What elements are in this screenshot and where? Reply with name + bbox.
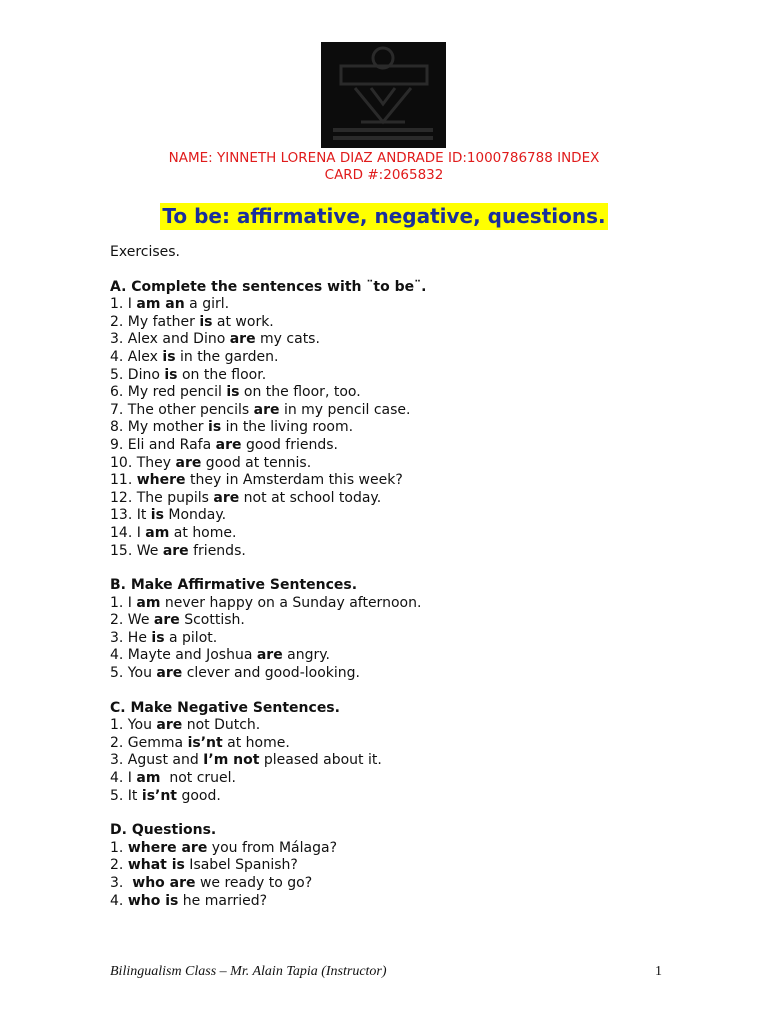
exercise-item <box>110 543 710 561</box>
student-info <box>100 150 668 184</box>
exercise-item <box>110 490 710 508</box>
item-answer: where <box>136 472 186 489</box>
exercise-item <box>110 875 710 893</box>
exercise-item <box>110 349 710 367</box>
exercise-item <box>110 893 710 911</box>
exercise-item <box>110 665 710 683</box>
footer-class-info: Bilingualism Class – Mr. Alain Tapia (Instructor) <box>110 964 387 979</box>
exercise-item <box>110 788 710 806</box>
item-text: 15. We <box>110 542 163 559</box>
item-answer: am an <box>136 296 185 313</box>
item-answer: is <box>150 507 164 524</box>
item-text: not at school today. <box>239 489 382 506</box>
item-text: 3. <box>110 875 133 891</box>
item-text: 4. I <box>110 770 137 787</box>
spacer <box>110 262 710 279</box>
student-info-line-2: CARD #:2065832 <box>324 167 444 183</box>
exercise-item <box>110 857 710 875</box>
item-answer: what is <box>127 857 185 874</box>
item-text: they in Amsterdam this week? <box>185 472 403 489</box>
item-answer: are <box>175 454 202 471</box>
item-answer: are <box>156 717 183 734</box>
document-title-wrap <box>0 203 768 230</box>
item-text: 13. It <box>110 507 151 524</box>
item-answer: are <box>156 665 183 682</box>
exercise-item <box>110 384 710 402</box>
item-text: in the living room. <box>221 419 354 436</box>
exercise-item <box>110 437 710 455</box>
student-info-line-1: NAME: YINNETH LORENA DIAZ ANDRADE ID:1000786788 INDEX <box>168 150 600 166</box>
item-text: on the floor, too. <box>239 384 361 401</box>
item-text: clever and good-looking. <box>182 665 360 682</box>
item-text: 2. My father <box>110 313 200 330</box>
item-answer: am <box>145 524 170 541</box>
exercise-content <box>110 244 710 910</box>
item-text: 5. You <box>110 665 157 682</box>
document-title: To be: affirmative, negative, questions. <box>162 204 606 228</box>
exercise-item <box>110 630 710 648</box>
item-answer: is <box>151 629 165 646</box>
item-text: my cats. <box>255 331 320 348</box>
item-text: 5. Dino <box>110 366 165 383</box>
item-text: a girl. <box>184 296 230 313</box>
item-answer: is <box>162 348 176 365</box>
item-text: 7. The other pencils <box>110 401 254 418</box>
item-answer: are <box>213 489 240 506</box>
item-text: Isabel Spanish? <box>184 857 298 874</box>
item-answer: who are <box>132 875 196 891</box>
item-text: 1. I <box>110 594 137 611</box>
item-answer: are <box>153 612 180 629</box>
item-text: a pilot. <box>164 629 218 646</box>
exercise-item <box>110 419 710 437</box>
exercise-item <box>110 752 710 770</box>
item-text: 5. It <box>110 787 142 804</box>
item-text: 3. Alex and Dino <box>110 331 230 348</box>
exercise-item <box>110 402 710 420</box>
item-text: in my pencil case. <box>279 401 411 418</box>
item-text: 2. <box>110 857 128 874</box>
item-text: 9. Eli and Rafa <box>110 436 216 453</box>
item-text: 4. Mayte and Joshua <box>110 647 257 664</box>
item-answer: are <box>215 436 242 453</box>
item-text: 4. Alex <box>110 348 163 365</box>
exercise-item <box>110 296 710 314</box>
item-text: friends. <box>188 542 246 559</box>
item-text: he married? <box>178 892 268 909</box>
item-text: we ready to go? <box>195 875 313 891</box>
exercise-item <box>110 595 710 613</box>
item-text: pleased about it. <box>259 752 382 769</box>
item-text: 3. He <box>110 629 152 646</box>
section-d-heading: D. Questions. <box>110 822 217 839</box>
item-answer: where are <box>127 839 208 856</box>
item-text: 12. The pupils <box>110 489 214 506</box>
exercise-item <box>110 840 710 858</box>
exercises-heading: Exercises. <box>110 244 180 260</box>
item-text: in the garden. <box>175 348 279 365</box>
spacer <box>110 683 710 700</box>
item-answer: who is <box>127 892 179 909</box>
item-answer: is <box>226 384 240 401</box>
item-text: 10. They <box>110 454 176 471</box>
item-answer: are <box>229 331 256 348</box>
item-text: 2. We <box>110 612 154 629</box>
exercise-item <box>110 717 710 735</box>
item-text: not Dutch. <box>182 717 261 734</box>
item-answer: is’nt <box>141 787 177 804</box>
item-text: 1. You <box>110 717 157 734</box>
exercise-item <box>110 455 710 473</box>
spacer <box>110 560 710 577</box>
exercise-item <box>110 314 710 332</box>
exercise-item <box>110 525 710 543</box>
item-text: at work. <box>212 313 274 330</box>
item-text: Monday. <box>163 507 227 524</box>
exercise-item <box>110 331 710 349</box>
item-text: 4. <box>110 892 128 909</box>
exercise-item <box>110 735 710 753</box>
item-answer: is <box>208 419 222 436</box>
section-a-heading: A. Complete the sentences with ¨to be¨. <box>110 278 427 295</box>
item-text: 14. I <box>110 524 146 541</box>
item-text: 1. I <box>110 296 137 313</box>
item-text: at home. <box>222 734 290 751</box>
item-text: not cruel. <box>160 770 236 787</box>
item-answer: am <box>136 770 161 787</box>
item-text: 2. Gemma <box>110 734 188 751</box>
spacer <box>110 805 710 822</box>
sena-logo <box>321 42 446 148</box>
item-text: on the floor. <box>177 366 267 383</box>
item-answer: are <box>162 542 189 559</box>
item-text: 3. Agust and <box>110 752 204 769</box>
item-text: angry. <box>282 647 331 664</box>
exercise-item <box>110 647 710 665</box>
item-text: good. <box>177 787 221 804</box>
item-answer: is’nt <box>187 734 223 751</box>
section-c-heading: C. Make Negative Sentences. <box>110 699 340 716</box>
item-answer: is <box>199 313 213 330</box>
page-footer <box>110 964 662 980</box>
item-text: 1. <box>110 839 128 856</box>
exercise-item <box>110 507 710 525</box>
item-text: you from Málaga? <box>207 839 338 856</box>
exercise-item <box>110 367 710 385</box>
exercise-item <box>110 612 710 630</box>
page-number: 1 <box>655 964 662 979</box>
item-answer: are <box>253 401 280 418</box>
item-answer: are <box>256 647 283 664</box>
item-text: at home. <box>169 524 237 541</box>
item-text: good at tennis. <box>201 454 312 471</box>
item-answer: is <box>164 366 178 383</box>
exercise-item <box>110 770 710 788</box>
item-answer: I’m not <box>203 752 260 769</box>
section-b-heading: B. Make Affirmative Sentences. <box>110 577 358 594</box>
item-text: 8. My mother <box>110 419 209 436</box>
item-text: Scottish. <box>179 612 245 629</box>
item-text: never happy on a Sunday afternoon. <box>160 594 422 611</box>
item-answer: am <box>136 594 161 611</box>
item-text: 11. <box>110 472 137 489</box>
item-text: good friends. <box>241 436 338 453</box>
item-text: 6. My red pencil <box>110 384 227 401</box>
exercise-item <box>110 472 710 490</box>
